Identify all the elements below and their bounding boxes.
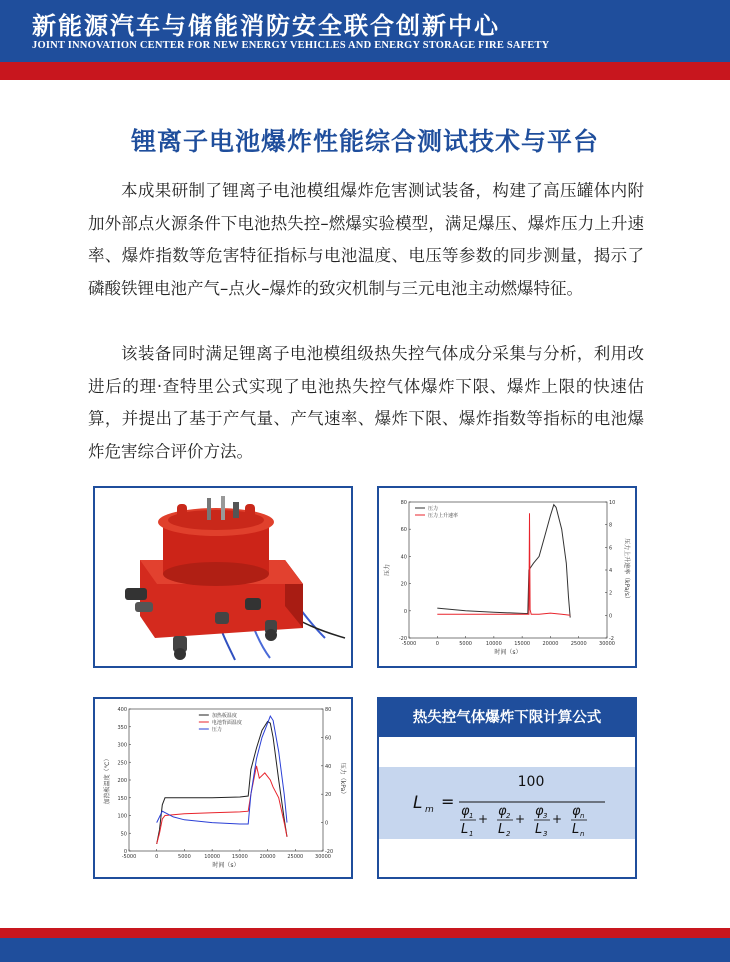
formula-l-sub-2: 2 bbox=[506, 830, 511, 838]
formula-plus-2: + bbox=[515, 812, 526, 826]
formula-l-3: L bbox=[535, 822, 543, 837]
plot-frame bbox=[129, 709, 323, 851]
y-tick-label: 400 bbox=[117, 707, 127, 713]
header-banner bbox=[0, 0, 730, 62]
header-title-en: JOINT INNOVATION CENTER FOR NEW ENERGY VEHICLES AND ENERGY STORAGE FIRE SAFETY bbox=[32, 40, 550, 51]
lower-explosion-limit-formula bbox=[379, 767, 635, 839]
formula-phi-sub-2: 2 bbox=[506, 812, 511, 820]
legend-label-1: 加热板温度 bbox=[211, 713, 237, 719]
y2-tick-label: 2 bbox=[609, 590, 613, 597]
formula-l-sub-4: n bbox=[580, 830, 585, 838]
formula-panel bbox=[377, 697, 637, 879]
x-tick-label: 25000 bbox=[287, 854, 304, 860]
formula-l-sub-1: 1 bbox=[469, 830, 474, 838]
y-tick-label: 350 bbox=[117, 724, 127, 731]
y2-tick-label: 8 bbox=[609, 522, 613, 529]
body-paragraph-1: 本成果研制了锂离子电池模组爆炸危害测试装备，构建了高压罐体内附加外部点火源条件下电池热失控–燃爆实验模型，满足爆压、爆炸压力上升速率、爆炸指数等危害特征指标与电池温度、电压等参数的同步测量，揭示了磷酸铁锂电池产气–点火–爆炸的致灾机制与三元电池主动燃爆特征。 bbox=[88, 181, 644, 298]
temperature-chart-panel bbox=[93, 697, 353, 879]
y-tick-label: 40 bbox=[400, 554, 407, 561]
formula-plus-1: + bbox=[478, 812, 489, 826]
x-axis-label: 时间（s） bbox=[494, 649, 522, 656]
formula-phi-1: φ bbox=[461, 804, 470, 819]
formula-l-1: L bbox=[461, 822, 469, 837]
explosion-test-device-illustration bbox=[95, 488, 351, 666]
formula-lhs-sub: m bbox=[425, 805, 434, 815]
y2-tick-label: 80 bbox=[325, 707, 332, 713]
legend-label-3: 压力 bbox=[211, 727, 222, 733]
y2-axis-label: 压力上升速率（kPa/s） bbox=[623, 538, 630, 602]
x-tick-label: 5000 bbox=[178, 854, 191, 860]
y-tick-label: 60 bbox=[400, 527, 407, 534]
x-tick-label: 15000 bbox=[231, 854, 248, 860]
y-tick-label: 200 bbox=[117, 778, 127, 784]
y2-tick-label: -20 bbox=[325, 849, 334, 855]
device-photo-panel bbox=[93, 486, 353, 668]
formula-phi-2: φ bbox=[498, 804, 507, 819]
pressure-chart-panel bbox=[377, 486, 637, 668]
formula-phi-4: φ bbox=[572, 804, 581, 819]
series-line-1 bbox=[437, 505, 570, 618]
header-red-stripe bbox=[0, 62, 730, 80]
x-tick-label: 0 bbox=[155, 854, 159, 860]
y-tick-label: 80 bbox=[400, 500, 407, 506]
header-title-cn: 新能源汽车与储能消防安全联合创新中心 bbox=[32, 11, 500, 40]
formula-equals: = bbox=[441, 792, 455, 811]
formula-plus-3: + bbox=[552, 812, 563, 826]
y2-tick-label: 20 bbox=[325, 792, 332, 799]
formula-l-sub-3: 3 bbox=[543, 830, 548, 838]
formula-numerator: 100 bbox=[517, 774, 545, 790]
x-tick-label: 25000 bbox=[570, 641, 587, 647]
y-tick-label: 300 bbox=[117, 742, 127, 749]
x-tick-label: 20000 bbox=[259, 854, 276, 860]
plot-frame bbox=[409, 502, 607, 638]
y-tick-label: 0 bbox=[123, 849, 127, 855]
series-line-2 bbox=[157, 766, 287, 844]
y-tick-label: 50 bbox=[120, 831, 127, 838]
formula-lhs: L bbox=[413, 793, 423, 813]
x-tick-label: 10000 bbox=[204, 854, 221, 860]
y-tick-label: 20 bbox=[400, 581, 407, 588]
y2-tick-label: 60 bbox=[325, 735, 332, 742]
y2-tick-label: 10 bbox=[609, 500, 616, 506]
legend-label-2: 压力上升速率 bbox=[428, 513, 459, 519]
legend-label-1: 压力 bbox=[428, 506, 439, 512]
x-tick-label: 10000 bbox=[485, 641, 502, 647]
legend-label-2: 电池背面温度 bbox=[211, 720, 242, 726]
x-tick-label: 0 bbox=[435, 641, 439, 647]
formula-l-2: L bbox=[498, 822, 506, 837]
y2-tick-label: 4 bbox=[609, 568, 613, 574]
y-tick-label: 100 bbox=[117, 813, 127, 820]
x-tick-label: -5000 bbox=[121, 854, 137, 860]
x-tick-label: -5000 bbox=[401, 641, 417, 647]
footer-blue-band bbox=[0, 938, 730, 962]
formula-phi-sub-4: n bbox=[580, 812, 585, 820]
x-tick-label: 5000 bbox=[459, 641, 472, 647]
y-tick-label: -20 bbox=[398, 636, 407, 642]
formula-phi-sub-1: 1 bbox=[469, 812, 474, 820]
x-tick-label: 20000 bbox=[542, 641, 559, 647]
page-title: 锂离子电池爆炸性能综合测试技术与平台 bbox=[130, 127, 599, 156]
y2-axis-label: 压力（kPa） bbox=[339, 762, 346, 798]
x-tick-label: 30000 bbox=[315, 854, 331, 860]
y-axis-label: 加热板温度（℃） bbox=[104, 755, 111, 805]
formula-phi-sub-3: 3 bbox=[543, 812, 548, 820]
y2-tick-label: -2 bbox=[609, 636, 614, 642]
y-axis-label: 压力 bbox=[384, 563, 391, 577]
body-paragraph-2: 该装备同时满足锂离子电池模组级热失控气体成分采集与分析，利用改进后的理·查特里公式实现了电池热失控气体爆炸下限、爆炸上限的快速估算，并提出了基于产气量、产气速率、爆炸下限、爆炸指数等指标的电池爆炸危害综合评价方法。 bbox=[88, 344, 644, 461]
x-axis-label: 时间（s） bbox=[212, 862, 240, 869]
temperature-pressure-chart bbox=[95, 699, 351, 877]
series-line-2 bbox=[437, 513, 570, 615]
footer-red-stripe bbox=[0, 928, 730, 938]
x-tick-label: 30000 bbox=[599, 641, 615, 647]
pressure-chart bbox=[379, 488, 635, 666]
y-tick-label: 250 bbox=[117, 760, 127, 767]
formula-box bbox=[379, 767, 635, 839]
y2-tick-label: 6 bbox=[609, 545, 613, 552]
y-tick-label: 150 bbox=[117, 795, 127, 802]
y2-tick-label: 0 bbox=[325, 820, 329, 827]
formula-l-4: L bbox=[572, 822, 580, 837]
formula-title: 热失控气体爆炸下限计算公式 bbox=[379, 699, 635, 737]
y2-tick-label: 40 bbox=[325, 763, 332, 770]
series-line-1 bbox=[157, 721, 287, 844]
x-tick-label: 15000 bbox=[514, 641, 531, 647]
formula-phi-3: φ bbox=[535, 804, 544, 819]
y2-tick-label: 0 bbox=[609, 613, 613, 620]
y-tick-label: 0 bbox=[403, 608, 407, 615]
